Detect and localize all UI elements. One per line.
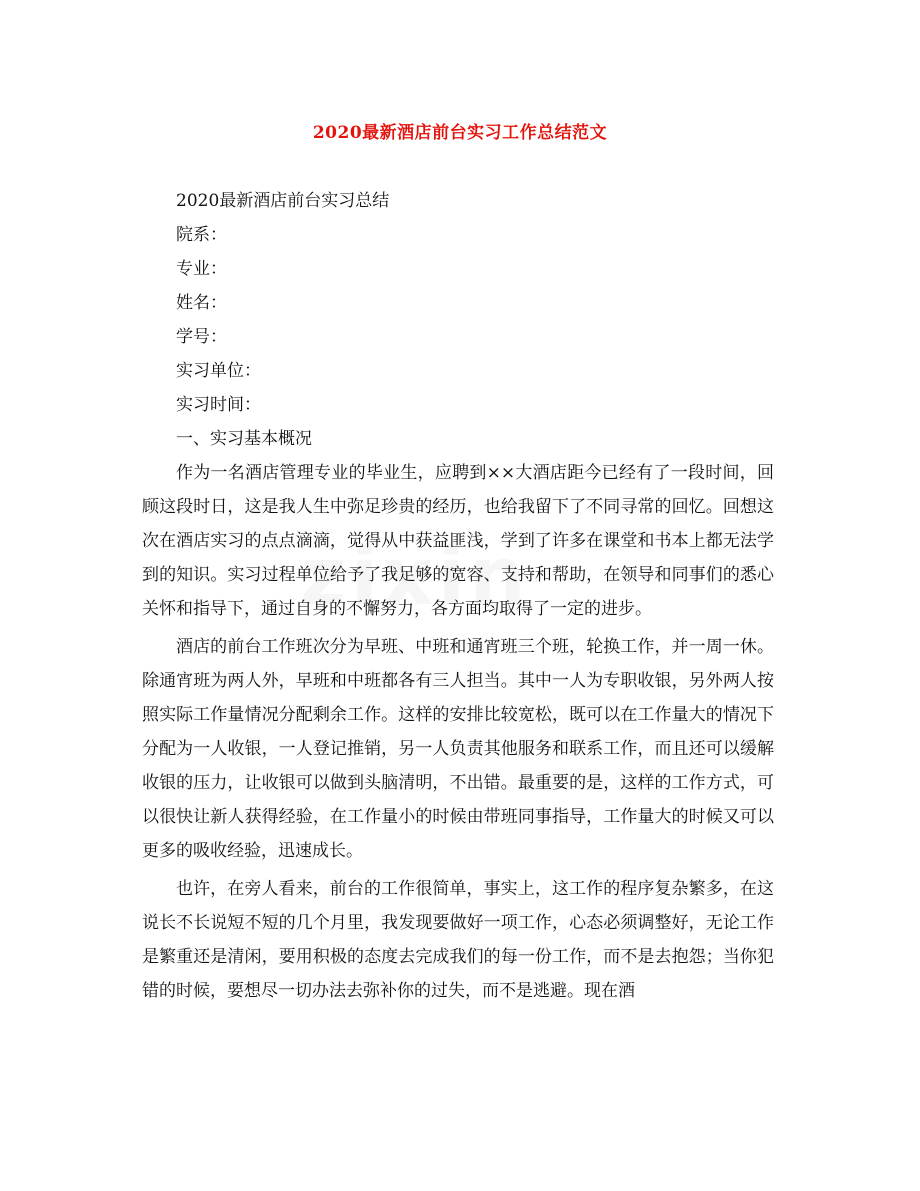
document-title: 2020最新酒店前台实习工作总结范文 — [312, 123, 608, 143]
field-name: 姓名： — [176, 293, 227, 313]
field-internship-unit: 实习单位： — [176, 361, 261, 381]
paragraph: 作为一名酒店管理专业的毕业生，应聘到××大酒店距今已经有了一段时间，回顾这段时日，这是我人生中弥足珍贵的经历，也给我留下了不同寻常的回忆。回想这次在酒店实习的点点滴滴，觉得从中获益匪浅，学到了许多在课堂和书本上都无法学到的知识。实习过程单位给予了我足够的宽容、支持和帮助，在领导和同事们的悉心关怀和指导下，通过自身的不懈努力，各方面均取得了一定的进步。 — [142, 463, 774, 619]
field-student-id: 学号： — [176, 327, 227, 347]
paragraph: 酒店的前台工作班次分为早班、中班和通宵班三个班，轮换工作，并一周一休。除通宵班为两人外，早班和中班都各有三人担当。其中一人为专职收银，另外两人按照实际工作量情况分配剩余工作。这样的安排比较宽松，既可以在工作量大的情况下分配为一人收银，一人登记推销，另一人负责其他服务和联系工作，而且还可以缓解收银的压力，让收银可以做到头脑清明，不出错。最重要的是，这样的工作方式，可以很快让新人获得经验，在工作量小的时候由带班同事指导，工作量大的时候又可以更多的吸收经验，迅速成长。 — [142, 637, 774, 861]
field-internship-time: 实习时间： — [176, 395, 261, 415]
field-department: 院系： — [176, 225, 227, 245]
field-major: 专业： — [176, 259, 227, 279]
section-heading: 一、实习基本概况 — [176, 429, 312, 449]
document-subtitle: 2020最新酒店前台实习总结 — [176, 191, 390, 211]
document-body — [142, 184, 774, 1008]
paragraph: 也许，在旁人看来，前台的工作很简单，事实上，这工作的程序复杂繁多，在这说长不长说短不短的几个月里，我发现要做好一项工作，心态必须调整好，无论工作是繁重还是清闲，要用积极的态度去完成我们的每一份工作，而不是去抱怨；当你犯错的时候，要想尽一切办法去弥补你的过失，而不是逃避。现在酒 — [142, 879, 774, 1001]
